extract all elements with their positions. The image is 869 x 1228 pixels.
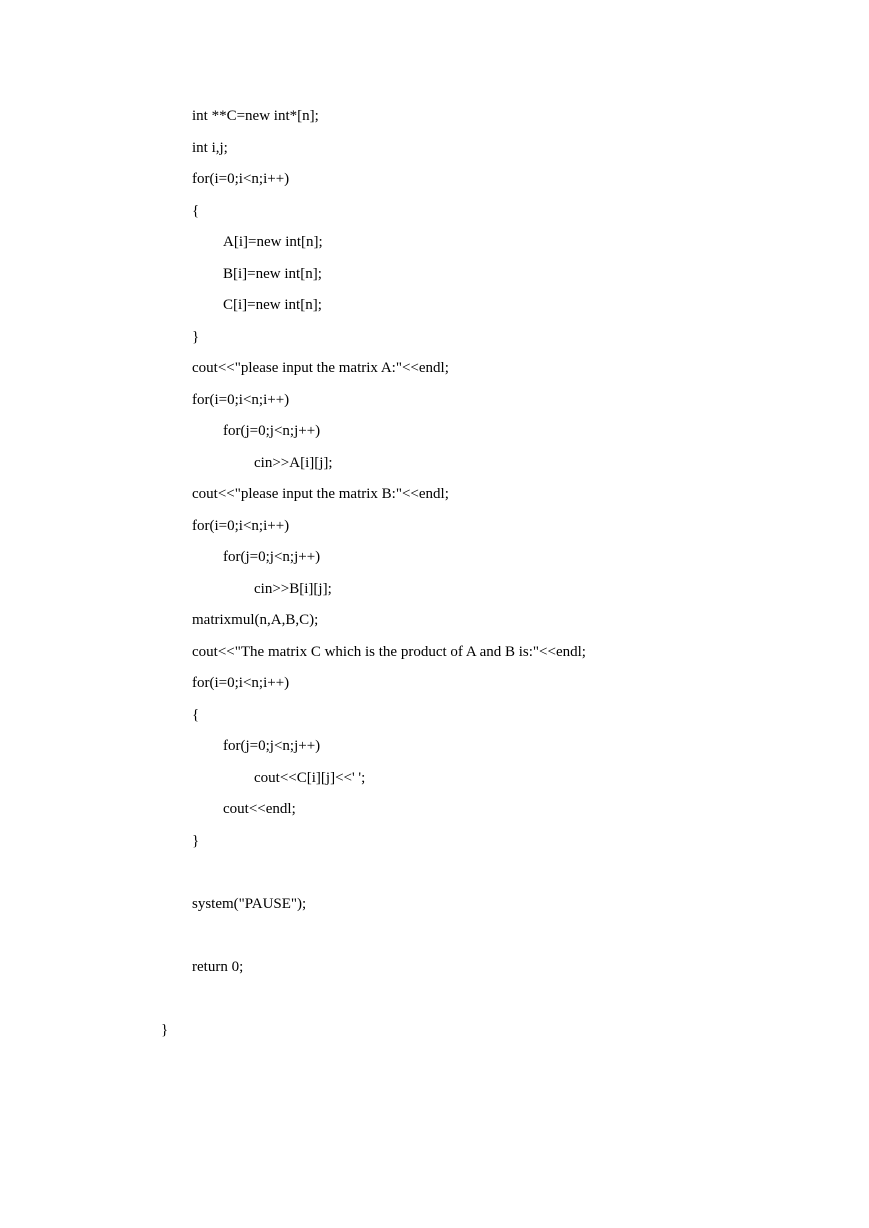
code-line: cout<<C[i][j]<<' '; bbox=[254, 770, 366, 786]
code-line: for(i=0;i<n;i++) bbox=[192, 171, 290, 187]
code-line: int **C=new int*[n]; bbox=[192, 108, 319, 124]
code-line: } bbox=[161, 1022, 169, 1038]
code-line: C[i]=new int[n]; bbox=[223, 297, 322, 313]
code-line: return 0; bbox=[192, 959, 244, 975]
code-line: { bbox=[192, 707, 200, 723]
code-line: { bbox=[192, 203, 200, 219]
code-line: cout<<"please input the matrix A:"<<endl; bbox=[192, 360, 449, 376]
code-line: for(i=0;i<n;i++) bbox=[192, 518, 290, 534]
code-line: for(j=0;j<n;j++) bbox=[223, 738, 321, 754]
code-line: int i,j; bbox=[192, 140, 228, 156]
code-line: for(i=0;i<n;i++) bbox=[192, 392, 290, 408]
code-line: system("PAUSE"); bbox=[192, 896, 307, 912]
code-line: cout<<"The matrix C which is the product of A and B is:"<<endl; bbox=[192, 644, 586, 660]
code-line: } bbox=[192, 833, 200, 849]
code-line: } bbox=[192, 329, 200, 345]
code-line: for(i=0;i<n;i++) bbox=[192, 675, 290, 691]
code-line: cout<<endl; bbox=[223, 801, 296, 817]
code-line: B[i]=new int[n]; bbox=[223, 266, 322, 282]
code-line: cin>>A[i][j]; bbox=[254, 455, 333, 471]
code-line: for(j=0;j<n;j++) bbox=[223, 549, 321, 565]
code-line: matrixmul(n,A,B,C); bbox=[192, 612, 319, 628]
code-line: for(j=0;j<n;j++) bbox=[223, 423, 321, 439]
code-line: A[i]=new int[n]; bbox=[223, 234, 323, 250]
code-line: cin>>B[i][j]; bbox=[254, 581, 332, 597]
code-line: cout<<"please input the matrix B:"<<endl; bbox=[192, 486, 449, 502]
